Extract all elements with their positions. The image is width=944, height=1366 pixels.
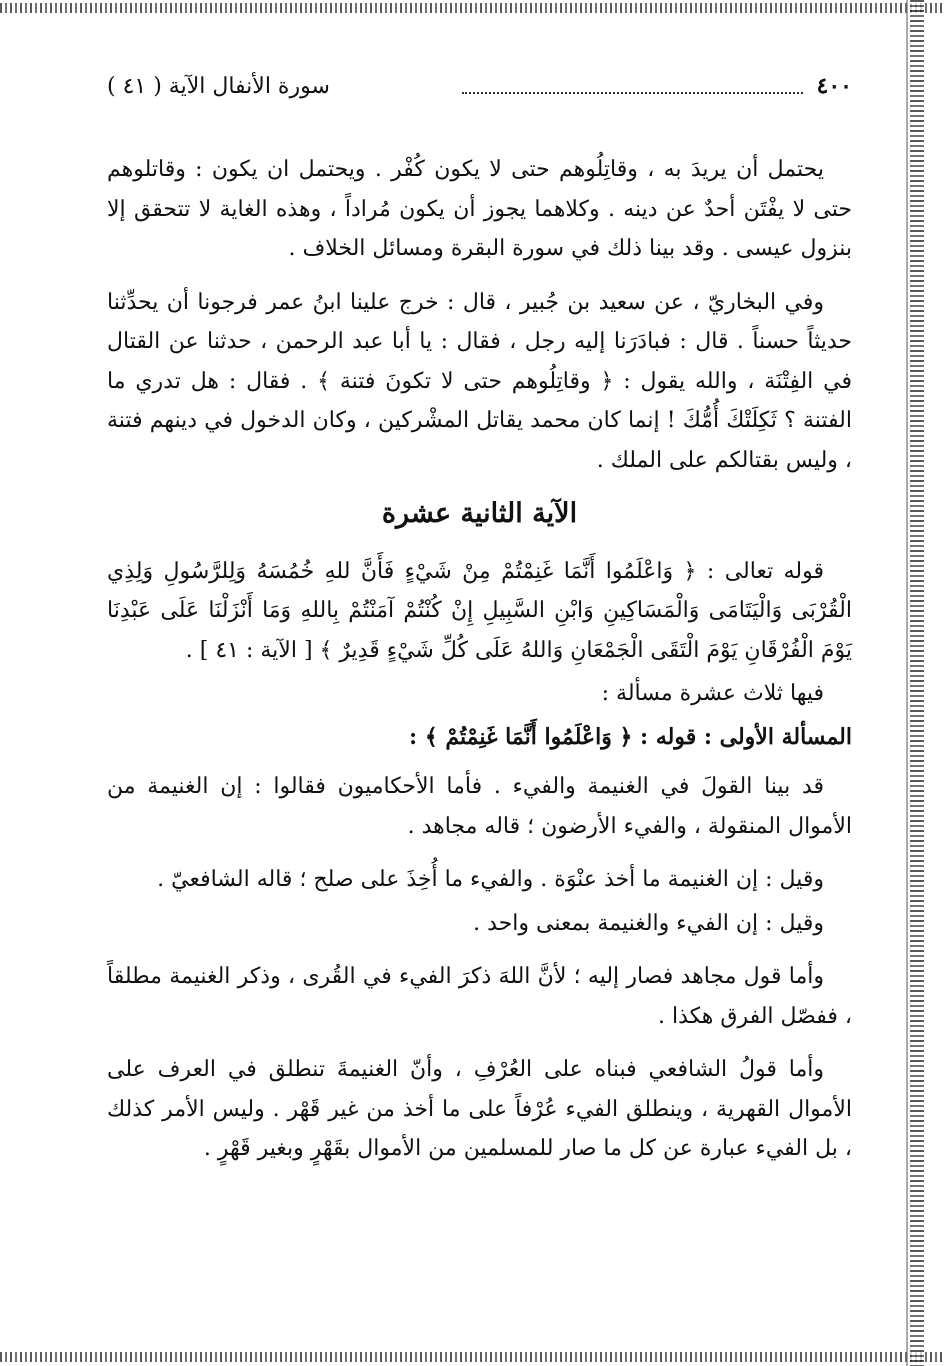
paragraph: وأما قول مجاهد فصار إليه ؛ لأنَّ اللهَ ذكرَ الفيء في القُرى ، وذكر الغنيمة مطلقاً ، ففصّل الفرق هكذا .: [107, 964, 852, 1029]
issues-count-line: فيها ثلاث عشرة مسألة :: [601, 681, 824, 706]
issue-heading: المسألة الأولى : قوله : ﴿ وَاعْلَمُوا أَنَّمَا غَنِمْتُمْ ﴾ :: [409, 723, 852, 750]
paragraph: وأما قولُ الشافعي فبناه على العُرْفِ ، وأنّ الغنيمةَ تنطلق في العرف على الأموال القهرية ، وينطلق الفيء عُرْفاً على ما أخذ من غير قَهْر . وليس الأمر كذلك ، بل الفيء عبارة عن كل ما صار للمسلمين من الأموال بقَهْرٍ وبغير قَهْرٍ .: [107, 1057, 852, 1161]
paragraph: وقيل : إن الفيء والغنيمة بمعنى واحد .: [473, 910, 824, 936]
running-title: سورة الأنفال الآية ( ٤١ ): [106, 73, 330, 99]
page-header: [107, 66, 852, 106]
verse-paragraph: قوله تعالى : ﴿ وَاعْلَمُوا أَنَّمَا غَنِمْتُمْ مِنْ شَيْءٍ فَأَنَّ للهِ خُمُسَهُ وَلِلرَّسُولِ وَلِذِي الْقُرْبَى وَالْيَتَامَى وَالْمَسَاكِينِ وَابْنِ السَّبِيلِ إِنْ كُنْتُمْ آمَنْتُمْ بِاللهِ وَمَا أَنْزَلْنَا عَلَى عَبْدِنَا يَوْمَ الْفُرْقَانِ يَوْمَ الْتَقَى الْجَمْعَانِ وَاللهُ عَلَى كُلِّ شَيْءٍ قَدِيرٌ ﴾ [ الآية : ٤١ ] .: [107, 558, 852, 663]
page-number: ٤٠٠: [816, 73, 852, 99]
section-heading: الآية الثانية عشرة: [381, 498, 578, 529]
page-body: [107, 150, 852, 1183]
paragraph: وقيل : إن الغنيمة ما أخذ عنْوَة . والفيء ما أُخِذَ على صلح ؛ قاله الشافعيّ .: [157, 867, 824, 892]
paragraph: يحتمل أن يريدَ به ، وقاتِلُوهم حتى لا يكون كُفْر . ويحتمل ان يكون : وقاتلوهم حتى لا يفْتَن أحدٌ عن دينه . وكلاهما يجوز أن يكون مُراداً ، وهذه الغاية لا تتحقق إلا بنزول عيسى . وقد بينا ذلك في سورة البقرة ومسائل الخلاف .: [107, 157, 852, 261]
paragraph: وفي البخاريّ ، عن سعيد بن جُبير ، قال : خرج علينا ابنُ عمر فرجونا أن يحدِّثنا حديثاً حسناً . قال : فبادَرَنا إليه رجل ، فقال : يا أبا عبد الرحمن ، حدثنا عن القتال في الفِتْنَة ، والله يقول : ﴿ وقاتِلُوهم حتى لا تكونَ فتنة ﴾ . فقال : هل تدري ما الفتنة ؟ ثَكِلَتْكَ أُمُّكَ ! إنما كان محمد يقاتل المشْركين ، وكان الدخول في دينهم فتنة ، وليس بقتالكم على الملك .: [107, 289, 852, 473]
paragraph: قد بينا القولَ في الغنيمة والفيء . فأما الأحكاميون فقالوا : إن الغنيمة من الأموال المنقولة ، والفيء الأرضون ؛ قاله مجاهد .: [107, 774, 852, 839]
header-dot-leader: [462, 78, 803, 94]
